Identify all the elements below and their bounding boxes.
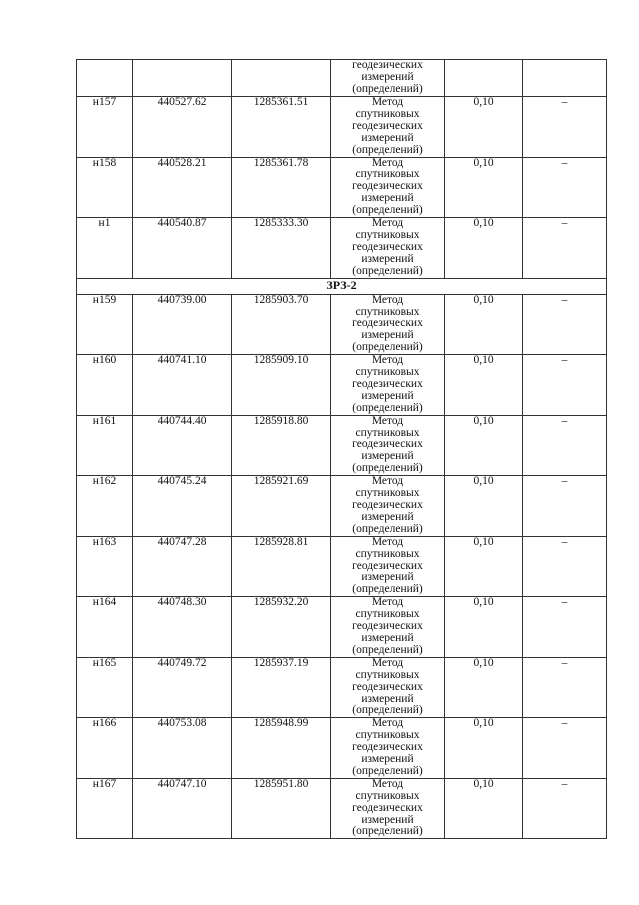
method-line: Метод xyxy=(371,414,404,427)
point-id-cell: н164 xyxy=(77,597,133,658)
method-line: (определений) xyxy=(352,401,423,414)
accuracy-cell: 0,10 xyxy=(445,778,523,839)
accuracy-cell: 0,10 xyxy=(445,536,523,597)
note-cell: – xyxy=(523,97,607,158)
coordinates-table xyxy=(76,59,607,839)
method-line: Метод xyxy=(371,596,404,609)
y-coordinate-cell: 1285951.80 xyxy=(232,778,331,839)
x-coordinate-cell: 440748.30 xyxy=(133,597,232,658)
x-coordinate-cell: 440749.72 xyxy=(133,657,232,718)
method-line: Метод xyxy=(371,217,404,230)
method-line: спутниковых xyxy=(355,789,420,802)
note-cell: – xyxy=(523,218,607,279)
table-row xyxy=(77,476,607,537)
accuracy-cell: 0,10 xyxy=(445,294,523,355)
note-cell: – xyxy=(523,778,607,839)
method-cell xyxy=(331,476,445,537)
method-line: измерений xyxy=(361,389,414,402)
method-line: геодезических xyxy=(352,559,423,572)
accuracy-cell: 0,10 xyxy=(445,218,523,279)
y-coordinate-cell: 1285918.80 xyxy=(232,415,331,476)
x-coordinate-cell: 440528.21 xyxy=(133,157,232,218)
note-cell: – xyxy=(523,718,607,779)
section-title: ЗРЗ-2 xyxy=(77,278,607,294)
note-cell: – xyxy=(523,157,607,218)
table-row xyxy=(77,536,607,597)
method-line: Метод xyxy=(371,156,404,169)
method-line: (определений) xyxy=(352,82,423,95)
method-line: измерений xyxy=(361,753,414,766)
method-line: измерений xyxy=(361,131,414,144)
method-line: Метод xyxy=(371,475,404,488)
method-line: (определений) xyxy=(352,462,423,475)
method-line: спутниковых xyxy=(355,426,420,439)
accuracy-cell: 0,10 xyxy=(445,355,523,416)
method-line: (определений) xyxy=(352,704,423,717)
method-line: измерений xyxy=(361,329,414,342)
note-cell: – xyxy=(523,476,607,537)
method-cell xyxy=(331,657,445,718)
table-row xyxy=(77,597,607,658)
method-line: (определений) xyxy=(352,341,423,354)
accuracy-cell: 0,10 xyxy=(445,718,523,779)
method-line: спутниковых xyxy=(355,366,420,379)
point-id-cell: н163 xyxy=(77,536,133,597)
method-cell xyxy=(331,718,445,779)
method-line: измерений xyxy=(361,252,414,265)
method-line: (определений) xyxy=(352,143,423,156)
x-coordinate-cell xyxy=(133,60,232,97)
method-line: Метод xyxy=(371,656,404,669)
method-line: (определений) xyxy=(352,764,423,777)
table-row xyxy=(77,157,607,218)
x-coordinate-cell: 440540.87 xyxy=(133,218,232,279)
y-coordinate-cell xyxy=(232,60,331,97)
point-id-cell: н165 xyxy=(77,657,133,718)
accuracy-cell: 0,10 xyxy=(445,597,523,658)
note-cell: – xyxy=(523,657,607,718)
table-row xyxy=(77,97,607,158)
method-cell xyxy=(331,778,445,839)
note-cell: – xyxy=(523,415,607,476)
table-row-continued xyxy=(77,60,607,97)
accuracy-cell: 0,10 xyxy=(445,476,523,537)
note-cell: – xyxy=(523,597,607,658)
point-id-cell: н161 xyxy=(77,415,133,476)
x-coordinate-cell: 440747.10 xyxy=(133,778,232,839)
method-line: измерений xyxy=(361,450,414,463)
y-coordinate-cell: 1285948.99 xyxy=(232,718,331,779)
point-id-cell: н167 xyxy=(77,778,133,839)
method-line: геодезических xyxy=(352,240,423,253)
method-line: спутниковых xyxy=(355,487,420,500)
method-cell xyxy=(331,355,445,416)
method-line: спутниковых xyxy=(355,668,420,681)
method-line: спутниковых xyxy=(355,729,420,742)
method-line: геодезических xyxy=(352,119,423,132)
x-coordinate-cell: 440527.62 xyxy=(133,97,232,158)
method-line: геодезических xyxy=(352,59,423,71)
table-row xyxy=(77,218,607,279)
method-cell xyxy=(331,415,445,476)
method-line: Метод xyxy=(371,777,404,790)
method-cell xyxy=(331,294,445,355)
x-coordinate-cell: 440753.08 xyxy=(133,718,232,779)
method-line: Метод xyxy=(371,96,404,108)
table-row xyxy=(77,294,607,355)
method-line: измерений xyxy=(361,70,414,83)
method-line: (определений) xyxy=(352,522,423,535)
method-line: спутниковых xyxy=(355,228,420,241)
accuracy-cell: 0,10 xyxy=(445,657,523,718)
method-line: геодезических xyxy=(352,438,423,451)
x-coordinate-cell: 440747.28 xyxy=(133,536,232,597)
method-line: Метод xyxy=(371,717,404,730)
accuracy-cell: 0,10 xyxy=(445,97,523,158)
method-line: геодезических xyxy=(352,801,423,814)
method-line: геодезических xyxy=(352,180,423,193)
method-line: геодезических xyxy=(352,680,423,693)
x-coordinate-cell: 440741.10 xyxy=(133,355,232,416)
y-coordinate-cell: 1285903.70 xyxy=(232,294,331,355)
note-cell: – xyxy=(523,536,607,597)
method-line: Метод xyxy=(371,535,404,548)
method-line: Метод xyxy=(371,354,404,367)
y-coordinate-cell: 1285937.19 xyxy=(232,657,331,718)
note-cell: – xyxy=(523,294,607,355)
point-id-cell: н160 xyxy=(77,355,133,416)
method-cell xyxy=(331,218,445,279)
note-cell xyxy=(523,60,607,97)
method-line: геодезических xyxy=(352,499,423,511)
y-coordinate-cell: 1285909.10 xyxy=(232,355,331,416)
method-line: (определений) xyxy=(352,264,423,277)
method-line: спутниковых xyxy=(355,168,420,181)
method-line: (определений) xyxy=(352,204,423,217)
accuracy-cell: 0,10 xyxy=(445,157,523,218)
method-line: геодезических xyxy=(352,377,423,390)
x-coordinate-cell: 440745.24 xyxy=(133,476,232,537)
method-line: спутниковых xyxy=(355,107,420,120)
y-coordinate-cell: 1285932.20 xyxy=(232,597,331,658)
point-id-cell: н159 xyxy=(77,294,133,355)
table-row xyxy=(77,415,607,476)
y-coordinate-cell: 1285333.30 xyxy=(232,218,331,279)
table-row xyxy=(77,657,607,718)
method-cell xyxy=(331,597,445,658)
accuracy-cell xyxy=(445,60,523,97)
section-header-row xyxy=(77,278,607,294)
y-coordinate-cell: 1285361.78 xyxy=(232,157,331,218)
point-id-cell: н166 xyxy=(77,718,133,779)
coordinates-table-body xyxy=(77,60,607,839)
method-line: спутниковых xyxy=(355,547,420,560)
table-row xyxy=(77,355,607,416)
method-line: измерений xyxy=(361,571,414,584)
method-line: измерений xyxy=(361,192,414,205)
method-line: измерений xyxy=(361,813,414,826)
method-cell xyxy=(331,157,445,218)
method-line: (определений) xyxy=(352,583,423,596)
point-id-cell: н162 xyxy=(77,476,133,537)
method-line: измерений xyxy=(361,510,414,523)
x-coordinate-cell: 440744.40 xyxy=(133,415,232,476)
point-id-cell: н157 xyxy=(77,97,133,158)
method-line: (определений) xyxy=(352,825,423,838)
method-cell xyxy=(331,60,445,97)
method-line: спутниковых xyxy=(355,305,420,318)
point-id-cell: н1 xyxy=(77,218,133,279)
method-line: измерений xyxy=(361,692,414,705)
note-cell: – xyxy=(523,355,607,416)
method-line: геодезических xyxy=(352,620,423,633)
y-coordinate-cell: 1285928.81 xyxy=(232,536,331,597)
method-line: геодезических xyxy=(352,741,423,754)
x-coordinate-cell: 440739.00 xyxy=(133,294,232,355)
method-line: Метод xyxy=(371,293,404,306)
method-cell xyxy=(331,536,445,597)
table-row xyxy=(77,778,607,839)
y-coordinate-cell: 1285361.51 xyxy=(232,97,331,158)
method-line: измерений xyxy=(361,631,414,644)
accuracy-cell: 0,10 xyxy=(445,415,523,476)
y-coordinate-cell: 1285921.69 xyxy=(232,476,331,537)
method-line: (определений) xyxy=(352,643,423,656)
point-id-cell: н158 xyxy=(77,157,133,218)
method-line: геодезических xyxy=(352,317,423,330)
method-cell xyxy=(331,97,445,158)
table-row xyxy=(77,718,607,779)
point-id-cell xyxy=(77,60,133,97)
method-line: спутниковых xyxy=(355,608,420,621)
